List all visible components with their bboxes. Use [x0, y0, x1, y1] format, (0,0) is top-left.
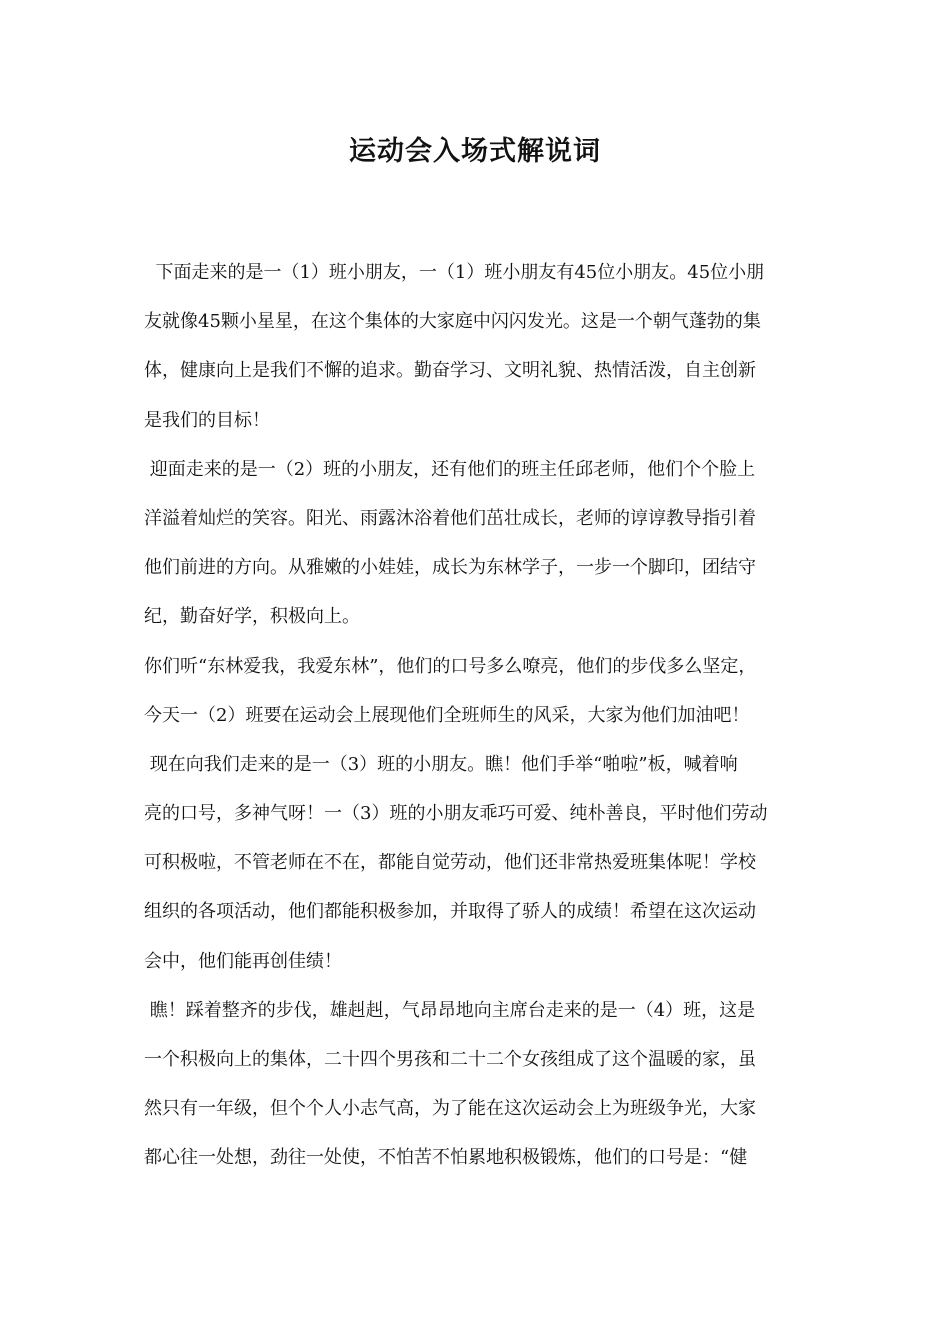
text-line: 今天一（2）班要在运动会上展现他们全班师生的风采，大家为他们加油吧！ — [144, 704, 750, 726]
text-line: 会中，他们能再创佳绩！ — [144, 950, 342, 972]
text-line: 下面走来的是一（1）班小朋友，一（1）班小朋友有45位小朋友。45位小朋 — [144, 262, 765, 283]
text-line: 亮的口号，多神气呀！一（3）班的小朋友乖巧可爱、纯朴善良，平时他们劳动 — [144, 803, 768, 825]
text-line: 他们前进的方向。从雅嫩的小娃娃，成长为东林学子，一步一个脚印，团结守 — [144, 557, 756, 579]
text-line: 友就像45颗小星星，在这个集体的大家庭中闪闪发光。这是一个朝气蓬勃的集 — [144, 311, 761, 333]
text-line: 洋溢着灿烂的笑容。阳光、雨露沐浴着他们茁壮成长，老师的谆谆教导指引着 — [144, 507, 756, 529]
text-line: 是我们的目标！ — [144, 409, 270, 431]
text-line: 可积极啦，不管老师在不在，都能自觉劳动，他们还非常热爱班集体呢！学校 — [144, 852, 756, 874]
text-line: 瞧！踩着整齐的步伐，雄赳赳，气昂昂地向主席台走来的是一（4）班，这是 — [144, 999, 756, 1021]
text-line: 迎面走来的是一（2）班的小朋友，还有他们的班主任邱老师，他们个个脸上 — [144, 458, 756, 480]
text-line: 都心往一处想，劲往一处使，不怕苦不怕累地积极锻炼，他们的口号是：“健 — [144, 1147, 748, 1169]
text-line: 一个积极向上的集体，二十四个男孩和二十二个女孩组成了这个温暖的家，虽 — [144, 1049, 756, 1070]
paragraph-4 — [144, 740, 824, 986]
text-line: 体，健康向上是我们不懈的追求。勤奋学习、文明礼貌、热情活泼，自主创新 — [144, 360, 756, 382]
text-line: 然只有一年级，但个个人小志气高，为了能在这次运动会上为班级争光，大家 — [144, 1098, 756, 1120]
paragraph-1 — [144, 248, 824, 445]
document-title: 运动会入场式解说词 — [349, 136, 601, 167]
paragraph-5 — [144, 986, 824, 1183]
paragraph-3 — [144, 642, 824, 740]
document-body — [144, 248, 824, 1183]
paragraph-2 — [144, 445, 824, 642]
text-line: 纪，勤奋好学，积极向上。 — [144, 606, 360, 628]
text-line: 现在向我们走来的是一（3）班的小朋友。瞧！他们手举“啪啦”板，喊着响 — [144, 753, 738, 775]
text-line: 你们听“东林爱我，我爱东林”，他们的口号多么嘹亮，他们的步伐多么坚定， — [144, 655, 757, 677]
text-line: 组织的各项活动，他们都能积极参加，并取得了骄人的成绩！希望在这次运动 — [144, 901, 756, 923]
